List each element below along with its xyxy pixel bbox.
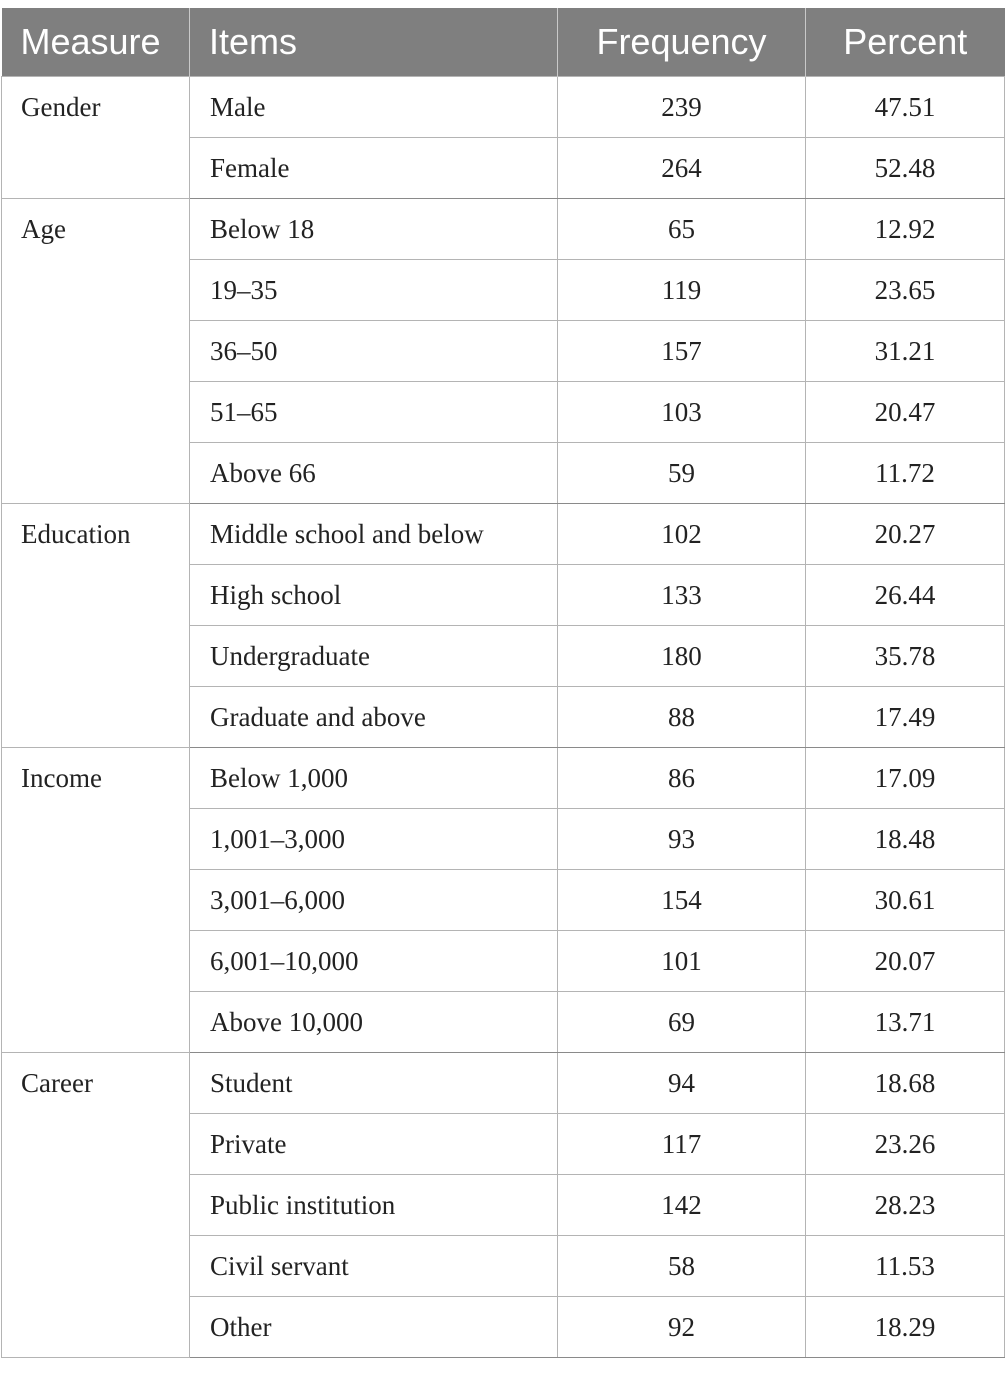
table-row bbox=[2, 199, 1005, 260]
item-cell: Middle school and below bbox=[190, 504, 558, 565]
table-row bbox=[2, 1053, 1005, 1114]
frequency-cell: 239 bbox=[558, 77, 806, 138]
frequency-cell: 157 bbox=[558, 321, 806, 382]
percent-cell: 26.44 bbox=[806, 565, 1005, 626]
item-cell: 1,001–3,000 bbox=[190, 809, 558, 870]
frequency-cell: 88 bbox=[558, 687, 806, 748]
header-measure: Measure bbox=[2, 8, 190, 77]
item-cell: Below 18 bbox=[190, 199, 558, 260]
frequency-cell: 103 bbox=[558, 382, 806, 443]
frequency-cell: 101 bbox=[558, 931, 806, 992]
item-cell: Public institution bbox=[190, 1175, 558, 1236]
item-cell: Above 10,000 bbox=[190, 992, 558, 1053]
frequency-cell: 180 bbox=[558, 626, 806, 687]
item-cell: Other bbox=[190, 1297, 558, 1358]
item-cell: 3,001–6,000 bbox=[190, 870, 558, 931]
percent-cell: 20.47 bbox=[806, 382, 1005, 443]
measure-cell: Gender bbox=[2, 77, 190, 199]
percent-cell: 23.26 bbox=[806, 1114, 1005, 1175]
frequency-cell: 102 bbox=[558, 504, 806, 565]
percent-cell: 17.49 bbox=[806, 687, 1005, 748]
frequency-cell: 86 bbox=[558, 748, 806, 809]
header-items: Items bbox=[190, 8, 558, 77]
item-cell: 19–35 bbox=[190, 260, 558, 321]
percent-cell: 30.61 bbox=[806, 870, 1005, 931]
percent-cell: 52.48 bbox=[806, 138, 1005, 199]
demographics-table bbox=[1, 8, 1005, 1358]
table-row bbox=[2, 504, 1005, 565]
frequency-cell: 92 bbox=[558, 1297, 806, 1358]
frequency-cell: 93 bbox=[558, 809, 806, 870]
item-cell: 6,001–10,000 bbox=[190, 931, 558, 992]
table-body bbox=[2, 77, 1005, 1358]
table-header bbox=[2, 8, 1005, 77]
percent-cell: 31.21 bbox=[806, 321, 1005, 382]
frequency-cell: 65 bbox=[558, 199, 806, 260]
percent-cell: 17.09 bbox=[806, 748, 1005, 809]
frequency-cell: 119 bbox=[558, 260, 806, 321]
item-cell: Below 1,000 bbox=[190, 748, 558, 809]
frequency-cell: 58 bbox=[558, 1236, 806, 1297]
percent-cell: 18.29 bbox=[806, 1297, 1005, 1358]
header-percent: Percent bbox=[806, 8, 1005, 77]
header-row bbox=[2, 8, 1005, 77]
measure-cell: Age bbox=[2, 199, 190, 504]
percent-cell: 20.07 bbox=[806, 931, 1005, 992]
frequency-cell: 264 bbox=[558, 138, 806, 199]
item-cell: Civil servant bbox=[190, 1236, 558, 1297]
percent-cell: 18.48 bbox=[806, 809, 1005, 870]
table-row bbox=[2, 77, 1005, 138]
item-cell: 51–65 bbox=[190, 382, 558, 443]
frequency-cell: 94 bbox=[558, 1053, 806, 1114]
percent-cell: 35.78 bbox=[806, 626, 1005, 687]
table-row bbox=[2, 748, 1005, 809]
frequency-cell: 154 bbox=[558, 870, 806, 931]
item-cell: Private bbox=[190, 1114, 558, 1175]
percent-cell: 47.51 bbox=[806, 77, 1005, 138]
measure-cell: Education bbox=[2, 504, 190, 748]
percent-cell: 12.92 bbox=[806, 199, 1005, 260]
frequency-cell: 69 bbox=[558, 992, 806, 1053]
item-cell: Graduate and above bbox=[190, 687, 558, 748]
percent-cell: 11.53 bbox=[806, 1236, 1005, 1297]
item-cell: High school bbox=[190, 565, 558, 626]
item-cell: Male bbox=[190, 77, 558, 138]
item-cell: Female bbox=[190, 138, 558, 199]
percent-cell: 11.72 bbox=[806, 443, 1005, 504]
header-frequency: Frequency bbox=[558, 8, 806, 77]
frequency-cell: 117 bbox=[558, 1114, 806, 1175]
frequency-cell: 59 bbox=[558, 443, 806, 504]
percent-cell: 23.65 bbox=[806, 260, 1005, 321]
item-cell: Student bbox=[190, 1053, 558, 1114]
frequency-cell: 133 bbox=[558, 565, 806, 626]
frequency-cell: 142 bbox=[558, 1175, 806, 1236]
percent-cell: 20.27 bbox=[806, 504, 1005, 565]
percent-cell: 18.68 bbox=[806, 1053, 1005, 1114]
measure-cell: Income bbox=[2, 748, 190, 1053]
item-cell: Undergraduate bbox=[190, 626, 558, 687]
percent-cell: 28.23 bbox=[806, 1175, 1005, 1236]
item-cell: Above 66 bbox=[190, 443, 558, 504]
measure-cell: Career bbox=[2, 1053, 190, 1358]
percent-cell: 13.71 bbox=[806, 992, 1005, 1053]
item-cell: 36–50 bbox=[190, 321, 558, 382]
